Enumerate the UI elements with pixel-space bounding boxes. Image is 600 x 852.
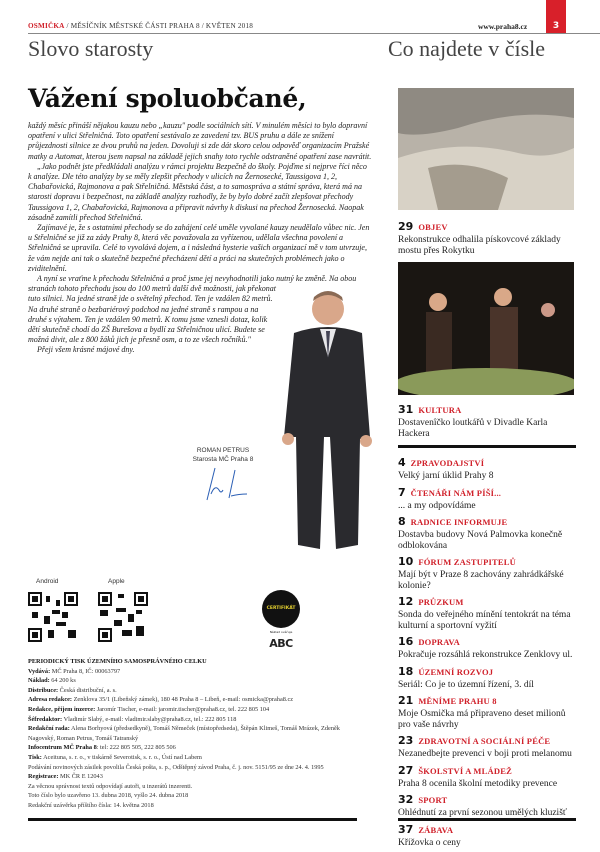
feature-photo-puppeteers <box>398 262 574 395</box>
toc-headline: Velký jarní úklid Prahy 8 <box>398 471 494 481</box>
category-label: ŠKOLSTVÍ A MLÁDEŽ <box>418 765 512 776</box>
toc-header <box>398 823 576 838</box>
imprint-label: Infocentrum MČ Praha 8 <box>28 744 97 752</box>
toc-header <box>398 635 576 650</box>
imprint-line <box>28 724 368 743</box>
feature-photo-excavation <box>398 88 574 210</box>
signature-image <box>193 464 253 504</box>
category-label: DOPRAVA <box>418 637 461 647</box>
imprint-heading: PERIODICKÝ TISK ÚZEMNÍHO SAMOSPRÁVNÉHO CELKU <box>28 658 207 665</box>
feature-header <box>398 403 576 418</box>
toc-headline: Nezanedbejte prevenci v boji proti melanomu <box>398 749 572 759</box>
page-number: 31 <box>398 403 414 416</box>
category-label: ÚZEMNÍ ROZVOJ <box>418 666 494 677</box>
imprint-label: Tisk: <box>28 753 42 761</box>
page-number: 21 <box>398 694 414 707</box>
toc-item[interactable] <box>398 734 576 760</box>
toc-header <box>398 555 576 570</box>
section-title-left: Slovo starosty <box>28 36 154 61</box>
imprint-label: Redakční rada: <box>28 725 70 733</box>
imprint-text: Aceituna, s. r. o., v tiskárně Severotisk, s. r. o., Ústí nad Labem <box>41 753 202 761</box>
imprint-label: Šéfredaktor: <box>28 715 63 723</box>
category-label: ZDRAVOTNÍ A SOCIÁLNÍ PÉČE <box>418 736 551 746</box>
imprint-text: Jaromír Tischer, e-mail: jaromir.tischer@praha8.cz, tel. 222 805 104 <box>95 705 270 713</box>
imprint-label: Vydává: <box>28 667 51 675</box>
imprint-line <box>28 753 368 763</box>
page-number: 4 <box>398 456 406 469</box>
toc-headline: Dostavba budovy Nová Palmovka konečně odblokována <box>398 530 563 551</box>
toc-headline: Sonda do veřejného mínění tentokrát na téma kulturní a sportovní vyžití <box>398 610 571 631</box>
category-label: ZPRAVODAJSTVÍ <box>410 458 485 468</box>
imprint-text: Toto číslo bylo uzavřeno 13. dubna 2018, vyšlo 24. dubna 2018 <box>28 792 189 800</box>
divider <box>28 818 357 821</box>
abc-logo: ABC <box>269 637 293 650</box>
certificate-badge: CERTIFIKÁT <box>262 590 300 628</box>
imprint-line <box>28 705 368 715</box>
page-number: 12 <box>398 595 414 608</box>
toc-headline: Seriál: Co je to územní řízení, 3. díl <box>398 679 534 690</box>
imprint <box>28 657 368 811</box>
feature-headline: Dostavenîčko loutkářů v Divadle Karla Hackera <box>398 418 548 439</box>
page-number: 7 <box>398 485 406 499</box>
apple-qr-code[interactable] <box>98 592 148 642</box>
category-label: MĚNÍME PRAHU 8 <box>418 696 497 706</box>
toc-headline: Mají být v Praze 8 zachovány zahrádkářské kolonie? <box>398 570 564 591</box>
toc-headline: Pokračuje rozsáhlá rekonstrukce Zenklovy ul. <box>398 650 573 660</box>
android-qr-code[interactable] <box>28 592 78 642</box>
toc-item[interactable] <box>398 694 576 730</box>
toc-headline: Ohlédnutí za první sezonou umělých kluzišť <box>398 808 567 818</box>
paragraph: „Jako podnět jste předkládali analýzu v rámci projektu Bezpečně do školy. Pojďme si nejprve říci něco k analýze. Dle této analýzy by se měly zlepšit přechody v ulicích na Žernosecké, Taussigova 1, 2, Chabařovická, Rajmonova a pak Střelničná. Městská část, a to samospráva a státní správa, která má na starosti dopravu i bezpečnost, na základě analýzy rozhodly, že by bylo dobré začít zlepšovat přechody Taussigova 1, 2, Chabařovická, Rajmonova a připravit návrhy k diskusi na přechod Žernosecká. Naopak zásadně zamítli přechod Střelničná. <box>28 161 367 222</box>
category-label: PRŮZKUM <box>418 597 464 607</box>
imprint-text: 64 200 ks <box>49 677 76 685</box>
page-number: 8 <box>398 515 406 528</box>
category-label: SPORT <box>418 795 448 805</box>
page-number: 3 <box>546 0 566 33</box>
divider <box>398 818 576 821</box>
toc-item[interactable] <box>398 486 576 512</box>
category-label: FÓRUM ZASTUPITELŮ <box>418 557 516 567</box>
paragraph: A nyní se vraťme k přechodu Střelničná a proč jsme jej nevyhodnotili jako nutný ke změně. Na obou stranách tohoto přechodu jsou do 100 metrů další dvě možnosti, jak překonat tuto silnici. Na jedné straně jde o světelný přechod. Ten je vzdálen 82 metrů. Na druhé straně o bezbariérový podchod na jedné straně s rampou a na druhé s výtahem. Ten je vzdálen 90 metrů. K tomu jsme vznesli dotaz, kolik dětí skutečně chodí do ZŠ Burešova a bydlí za Střelničnou ulicí. Budete se možná divit, ale z 800 žáků jich je přesně osm, a to ze všech ročníků." <box>28 274 357 345</box>
toc-header <box>398 793 576 808</box>
toc-item[interactable] <box>398 555 576 591</box>
imprint-line <box>28 695 368 705</box>
page-number: 29 <box>398 220 414 233</box>
imprint-line <box>28 676 368 686</box>
toc-header <box>398 456 576 471</box>
imprint-label: Náklad: <box>28 677 50 685</box>
article-headline: Vážení spoluobčané, <box>28 84 307 113</box>
imprint-text: MK ČR E 12043 <box>58 773 103 781</box>
table-of-contents <box>398 456 576 852</box>
imprint-line <box>28 791 368 801</box>
imprint-label: Adresa redakce: <box>28 696 73 704</box>
page-number: 27 <box>398 763 414 777</box>
imprint-line <box>28 715 368 725</box>
toc-headline: Praha 8 ocenila školní metodiky prevence <box>398 778 558 789</box>
imprint-line <box>28 667 368 677</box>
imprint-text: : tel: 222 805 505, 222 805 506 <box>96 744 176 752</box>
toc-item[interactable] <box>398 764 576 790</box>
imprint-label: Redakce, příjem inzerce: <box>28 705 96 713</box>
signature-block <box>178 446 268 507</box>
mayor-photo <box>280 287 372 555</box>
signer-role: Starosta MČ Praha 8 <box>192 456 254 463</box>
paragraph: Zajímavé je, že s ostatními přechody se do zahájení celé uměle vyvolané kauzy neudělalo vůbec nic. Jen u Střelničné se již za zády Prahy 8, která věc považovala za vyřízenou, udělala všechna povolení a Střelničná se upravila. Celé to vyvolává dojem, a i následná hysterie vašich organizací mě v tom utvrzuje, že vám nejde ani tak o skutečně bezpečné přecházení dětí a práci na skutečných problémech jako o zviditelnění. <box>28 223 370 273</box>
toc-item[interactable] <box>398 456 576 482</box>
imprint-line <box>28 782 368 792</box>
apple-label: Apple <box>108 578 125 585</box>
imprint-line <box>28 743 368 753</box>
toc-item[interactable] <box>398 665 576 691</box>
category-label: OBJEV <box>418 222 448 232</box>
divider <box>28 33 600 34</box>
feature-item[interactable] <box>398 220 576 256</box>
page-number: 23 <box>398 734 414 747</box>
category-label: ČTENÁŘI NÁM PÍŠÍ... <box>410 487 502 498</box>
toc-header <box>398 764 576 779</box>
running-header <box>28 22 253 30</box>
imprint-label: Registrace: <box>28 773 59 781</box>
toc-headline: ... a my odpovídáme <box>398 500 476 511</box>
imprint-text: Podávání novinových zásilek povolila Česká pošta, s. p., Odštěpný závod Praha, č. j. nov. 5151/95 ze dne 24. 4. 1995 <box>28 763 324 771</box>
category-label: KULTURA <box>418 405 462 415</box>
toc-item[interactable] <box>398 635 576 661</box>
paragraph: Přeji všem krásné májové dny. <box>37 345 135 355</box>
imprint-line <box>28 772 368 782</box>
imprint-label: Distribuce: <box>28 686 59 694</box>
website-link[interactable]: www.praha8.cz <box>478 22 528 31</box>
imprint-text: Alena Borhyová (předsedkyně), Tomáš Němeček (místopředseda), Štěpán Klimeš, Tomáš Mrázek, Zdeněk Nagovský, Roman Petrus, Tomáš Tatranský <box>28 725 340 742</box>
toc-item[interactable] <box>398 793 576 819</box>
toc-header <box>398 486 576 501</box>
category-label: ZÁBAVA <box>418 824 454 835</box>
toc-header <box>398 665 576 680</box>
toc-header <box>398 595 576 610</box>
imprint-text: Zenklova 35/1 (Libeňský zámek), 180 48 Praha 8 – Libeň, e-mail: osmicka@praha8.cz <box>72 696 294 704</box>
paragraph: každý měsíc přináší nějakou kauzu nebo „kauzu" podle sociálních sítí. V minulém měsíci to bylo dopravní opatření v ulici Střelničná. Toto opatření sestávalo ze zavedení tzv. BUS pruhu a dále ze snížení průjezdnosti silnice ze dvou pruhů na jeden. Dovoluji si zde dát skoro celou odpověď organizacím Pražské matky a Automat, kterou jsem napsal na základě jejich snahy toto rychle odstraněné opatření zase navrátit. <box>28 121 372 161</box>
imprint-line <box>28 763 368 773</box>
page-number: 32 <box>398 793 414 806</box>
category-label: RADNICE INFORMUJE <box>410 517 508 527</box>
toc-headline: Moje Osmička má připraveno deset milionů pro vaše návrhy <box>398 709 566 730</box>
android-label: Android <box>36 578 59 585</box>
toc-header <box>398 734 576 749</box>
divider <box>398 445 576 448</box>
imprint-text: Za věcnou správnost textů odpovídají autoři, u inzerátů inzerenti. <box>28 782 193 790</box>
feature-header <box>398 220 576 235</box>
imprint-text: Česká distribuční, a. s. <box>58 686 117 694</box>
page-number: 16 <box>398 635 414 648</box>
imprint-text: Redakční uzávěrka příštího čísla: 14. května 2018 <box>28 801 154 809</box>
signer-name: ROMAN PETRUS <box>196 447 250 454</box>
toc-item[interactable] <box>398 515 576 551</box>
page-number: 10 <box>398 555 414 568</box>
toc-header <box>398 694 576 709</box>
certificate-note: Náklad ověřuje <box>269 630 293 634</box>
toc-header <box>398 515 576 530</box>
feature-headline: Rekonstrukce odhalila pískovcové základy mostu přes Rokytku <box>398 235 561 256</box>
imprint-line <box>28 801 368 811</box>
imprint-text: MČ Praha 8, IČ: 00063797 <box>50 667 121 675</box>
toc-item[interactable] <box>398 823 576 849</box>
page-number: 37 <box>398 822 414 836</box>
toc-item[interactable] <box>398 595 576 631</box>
imprint-line <box>28 686 368 696</box>
imprint-text: Vladimír Slabý, e-mail: vladimir.slaby@praha8.cz, tel.: 222 805 118 <box>62 715 237 723</box>
tagline: / MĚSÍČNÍK MĚSTSKÉ ČÁSTI PRAHA 8 / KVĚTEN 2018 <box>64 22 254 30</box>
page-number: 18 <box>398 664 414 678</box>
brand: OSMIČKA <box>28 22 65 30</box>
toc-headline: Křížovka o ceny <box>398 837 461 848</box>
section-title-right: Co najdete v čísle <box>388 36 546 61</box>
feature-item[interactable] <box>398 403 576 439</box>
